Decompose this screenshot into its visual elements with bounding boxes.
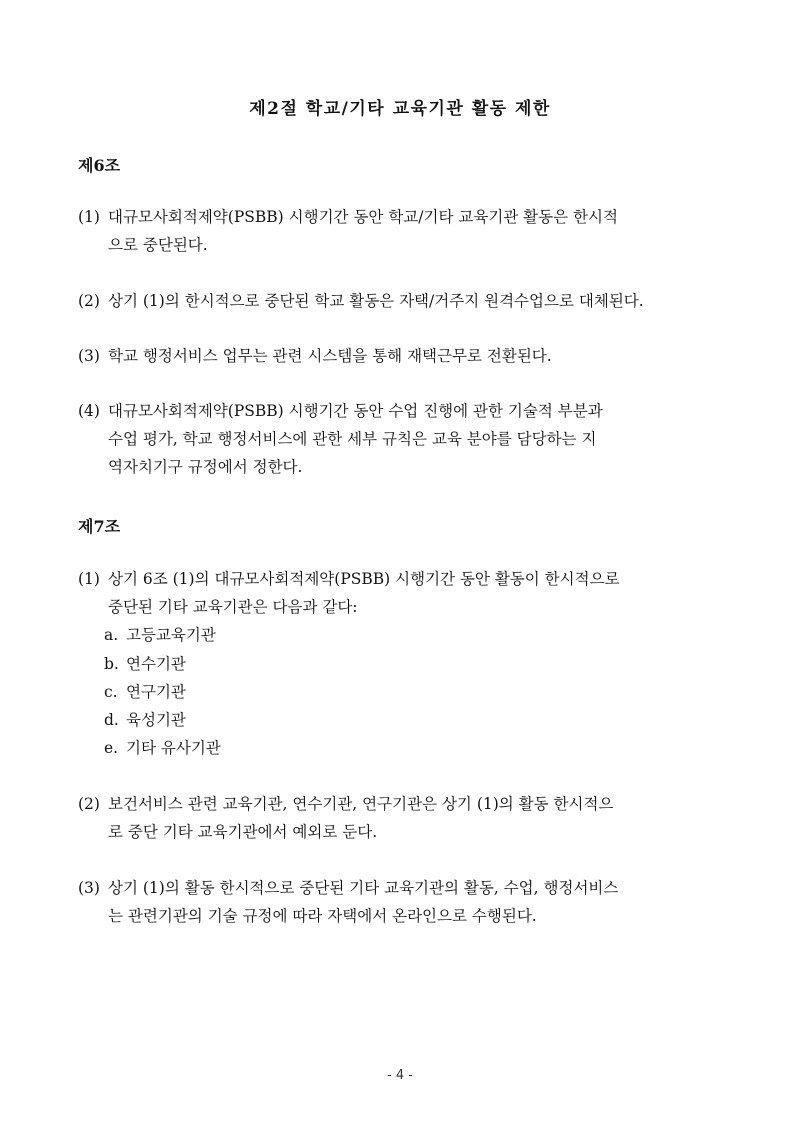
article-7-paragraph-2: [78, 790, 728, 846]
paragraph-line: 으로 중단된다.: [108, 236, 208, 254]
paragraph-line: 보건서비스 관련 교육기관, 연수기관, 연구기관은 상기 (1)의 활동 한시적으: [108, 795, 614, 813]
article-7-paragraph-3: [78, 874, 728, 930]
list-item-letter: d.: [104, 711, 119, 729]
paragraph-number: (3): [78, 347, 100, 365]
paragraph-line: 상기 (1)의 활동 한시적으로 중단된 기타 교육기관의 활동, 수업, 행정서비스: [108, 879, 619, 897]
list-item-text: 육성기관: [126, 711, 186, 729]
article-7-heading: 제7조: [78, 517, 121, 536]
paragraph-line: 수업 평가, 학교 행정서비스에 관한 세부 규칙은 교육 분야를 담당하는 지: [108, 430, 597, 448]
paragraph-line: 는 관련기관의 기술 규정에 따라 자택에서 온라인으로 수행된다.: [108, 907, 537, 925]
list-item-text: 연구기관: [126, 683, 186, 701]
list-item-letter: b.: [104, 655, 119, 673]
paragraph-line: 상기 (1)의 한시적으로 중단된 학교 활동은 자택/거주지 원격수업으로 대체된다.: [108, 292, 644, 310]
list-item: [104, 706, 186, 734]
paragraph-number: (2): [78, 795, 100, 813]
chapter-title: 제2절 학교/기타 교육기관 활동 제한: [249, 99, 551, 119]
paragraph-line: 상기 6조 (1)의 대규모사회적제약(PSBB) 시행기간 동안 활동이 한시적으로: [108, 570, 620, 588]
paragraph-number: (3): [78, 879, 100, 897]
paragraph-line: 로 중단 기타 교육기관에서 예외로 둔다.: [108, 823, 378, 841]
article-6-paragraph-3: [78, 342, 728, 370]
paragraph-line: 중단된 기타 교육기관은 다음과 같다:: [108, 598, 358, 616]
list-item-text: 연수기관: [126, 655, 186, 673]
list-item: [104, 621, 216, 649]
paragraph-number: (1): [78, 570, 100, 588]
paragraph-line: 대규모사회적제약(PSBB) 시행기간 동안 수업 진행에 관한 기술적 부분과: [108, 402, 603, 420]
list-item: [104, 734, 221, 762]
paragraph-line: 학교 행정서비스 업무는 관련 시스템을 통해 재택근무로 전환된다.: [108, 347, 552, 365]
list-item-letter: a.: [104, 626, 119, 644]
paragraph-number: (1): [78, 208, 100, 226]
list-item-letter: e.: [104, 739, 119, 757]
list-item-text: 기타 유사기관: [126, 739, 221, 757]
article-6-paragraph-4: [78, 397, 728, 481]
page-number: - 4 -: [387, 1068, 413, 1083]
article-6-paragraph-1: [78, 203, 728, 259]
article-6-heading: 제6조: [78, 156, 121, 175]
paragraph-line: 역자치기구 규정에서 정한다.: [108, 458, 303, 476]
list-item-text: 고등교육기관: [126, 626, 216, 644]
paragraph-line: 대규모사회적제약(PSBB) 시행기간 동안 학교/기타 교육기관 활동은 한시적: [108, 208, 618, 226]
list-item: [104, 650, 186, 678]
paragraph-number: (4): [78, 402, 100, 420]
paragraph-number: (2): [78, 292, 100, 310]
list-item: [104, 678, 186, 706]
article-6-paragraph-2: [78, 287, 728, 315]
list-item-letter: c.: [104, 683, 118, 701]
article-7-paragraph-1: [78, 565, 728, 621]
